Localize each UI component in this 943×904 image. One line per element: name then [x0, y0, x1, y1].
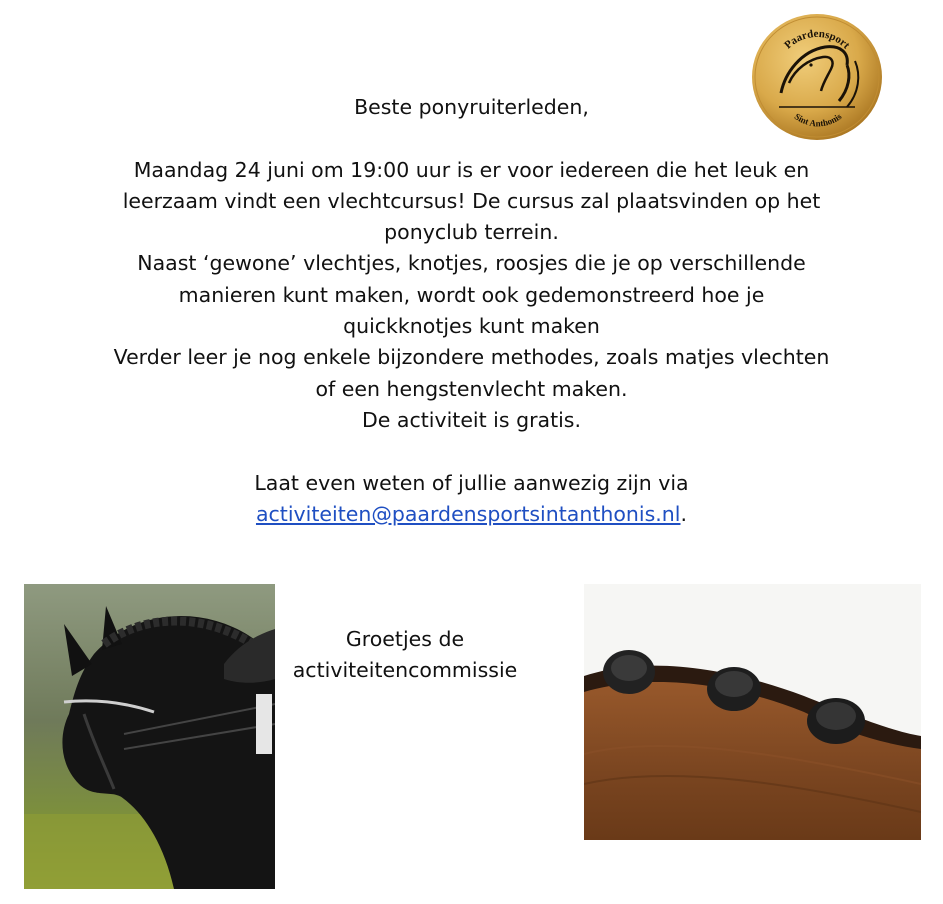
signoff-line-1: Groetjes de [345, 627, 465, 651]
letter-line: quickknotjes kunt maken [343, 314, 600, 339]
letter-line: Maandag 24 juni om 19:00 uur is er voor iedereen die het leuk en [133, 157, 810, 182]
letter-line: ponyclub terrein. [384, 220, 559, 245]
logo-top-text: Paardensport [782, 27, 853, 52]
letter-line: of een hengstenvlecht maken. [315, 376, 628, 401]
email-line [0, 499, 943, 530]
logo-bottom-text: Sint Anthonis [792, 111, 844, 129]
greeting: Beste ponyruiterleden, [354, 95, 589, 119]
letter-line: De activiteit is gratis. [361, 407, 582, 432]
email-suffix: . [680, 501, 688, 526]
letter-body [0, 92, 943, 530]
signoff [275, 624, 535, 686]
letter-line: manieren kunt maken, wordt ook gedemonstreerd hoe je [178, 282, 765, 307]
braided-horse-photo [24, 584, 275, 889]
signoff-line-2: activiteitencommissie [292, 658, 518, 682]
letter-line: Naast ‘gewone’ vlechtjes, knotjes, roosjes die je op verschillende [137, 251, 806, 276]
email-link[interactable]: activiteiten@paardensportsintanthonis.nl [255, 501, 681, 526]
letter-line: leerzaam vindt een vlechtcursus! De cursus zal plaatsvinden op het [122, 188, 821, 213]
letter-line: Verder leer je nog enkele bijzondere methodes, zoals matjes vlechten [113, 345, 830, 370]
rsvp-text: Laat even weten of jullie aanwezig zijn via [254, 470, 689, 495]
mane-knots-photo [584, 584, 921, 840]
